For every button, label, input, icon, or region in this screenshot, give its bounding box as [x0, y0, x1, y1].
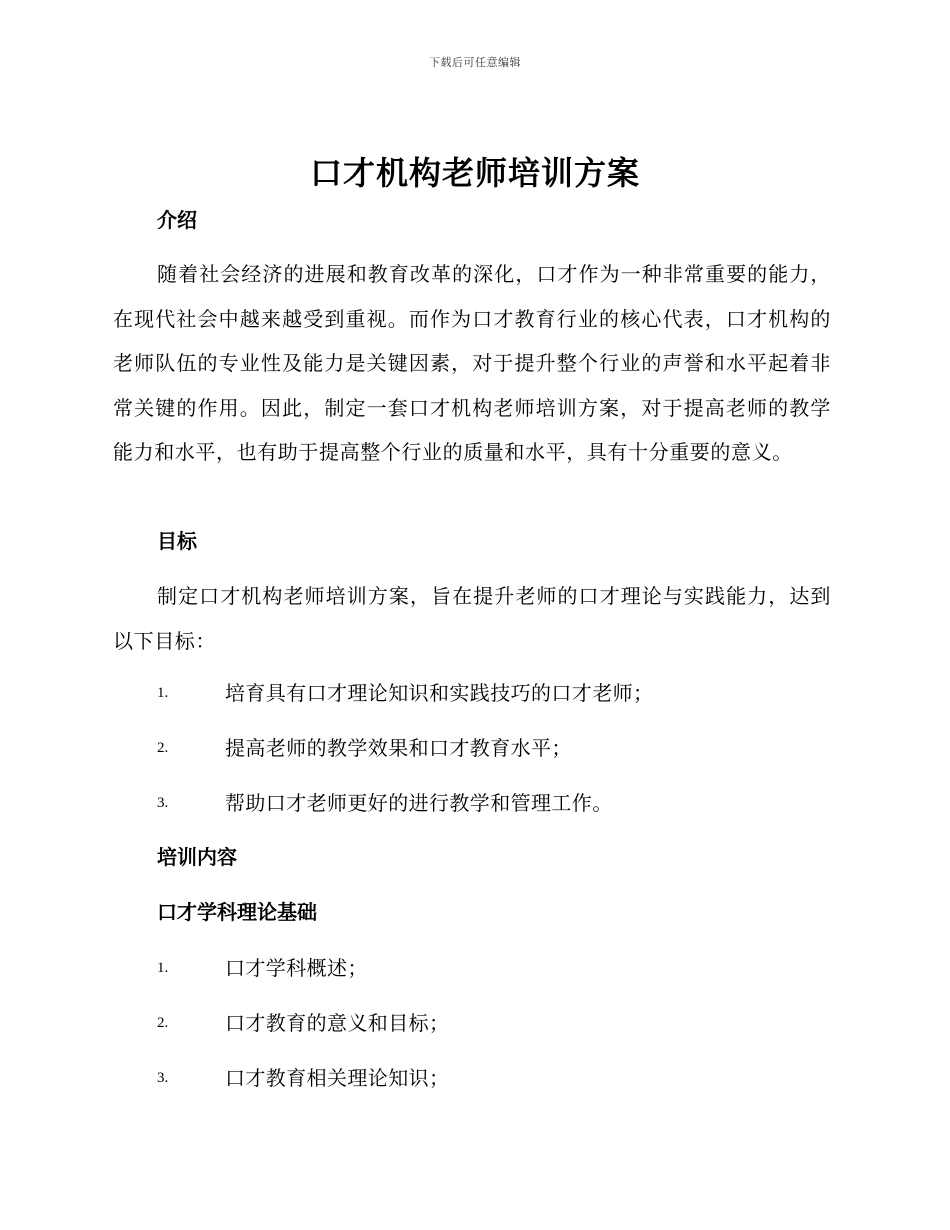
list-text: 培育具有口才理论知识和实践技巧的口才老师； [225, 681, 654, 705]
list-number: 2. [157, 740, 169, 756]
section-heading-goals: 目标 [157, 529, 197, 553]
content-list-item [157, 1063, 837, 1093]
goals-paragraph: 制定口才机构老师培训方案，旨在提升老师的口才理论与实践能力，达到以下目标： [113, 584, 831, 653]
goal-list-item [157, 678, 837, 708]
list-text: 帮助口才老师更好的进行教学和管理工作。 [225, 791, 613, 815]
intro-paragraph: 随着社会经济的进展和教育改革的深化，口才作为一种非常重要的能力，在现代社会中越来越受到重视。而作为口才教育行业的核心代表，口才机构的老师队伍的专业性及能力是关键因素，对于提升整个行业的声誉和水平起着非常关键的作用。因此，制定一套口才机构老师培训方案，对于提高老师的教学能力和水平，也有助于提高整个行业的质量和水平，具有十分重要的意义。 [113, 262, 831, 464]
list-number: 1. [157, 685, 169, 701]
goal-list-item [157, 788, 837, 818]
list-number: 1. [157, 960, 169, 976]
section-heading-content: 培训内容 [157, 845, 237, 869]
list-text: 口才学科概述； [225, 956, 368, 980]
list-text: 提高老师的教学效果和口才教育水平； [225, 736, 572, 760]
list-text: 口才教育相关理论知识； [225, 1066, 450, 1090]
document-title: 口才机构老师培训方案 [309, 154, 640, 192]
list-number: 2. [157, 1015, 169, 1031]
list-number: 3. [157, 795, 169, 811]
content-list-item [157, 1008, 837, 1038]
goal-list-item [157, 733, 837, 763]
header-note: 下载后可任意编辑 [429, 56, 521, 69]
section-heading-intro: 介绍 [157, 208, 197, 232]
content-list-item [157, 953, 837, 983]
list-number: 3. [157, 1070, 169, 1086]
list-text: 口才教育的意义和目标； [225, 1011, 450, 1035]
subsection-heading: 口才学科理论基础 [157, 900, 317, 924]
